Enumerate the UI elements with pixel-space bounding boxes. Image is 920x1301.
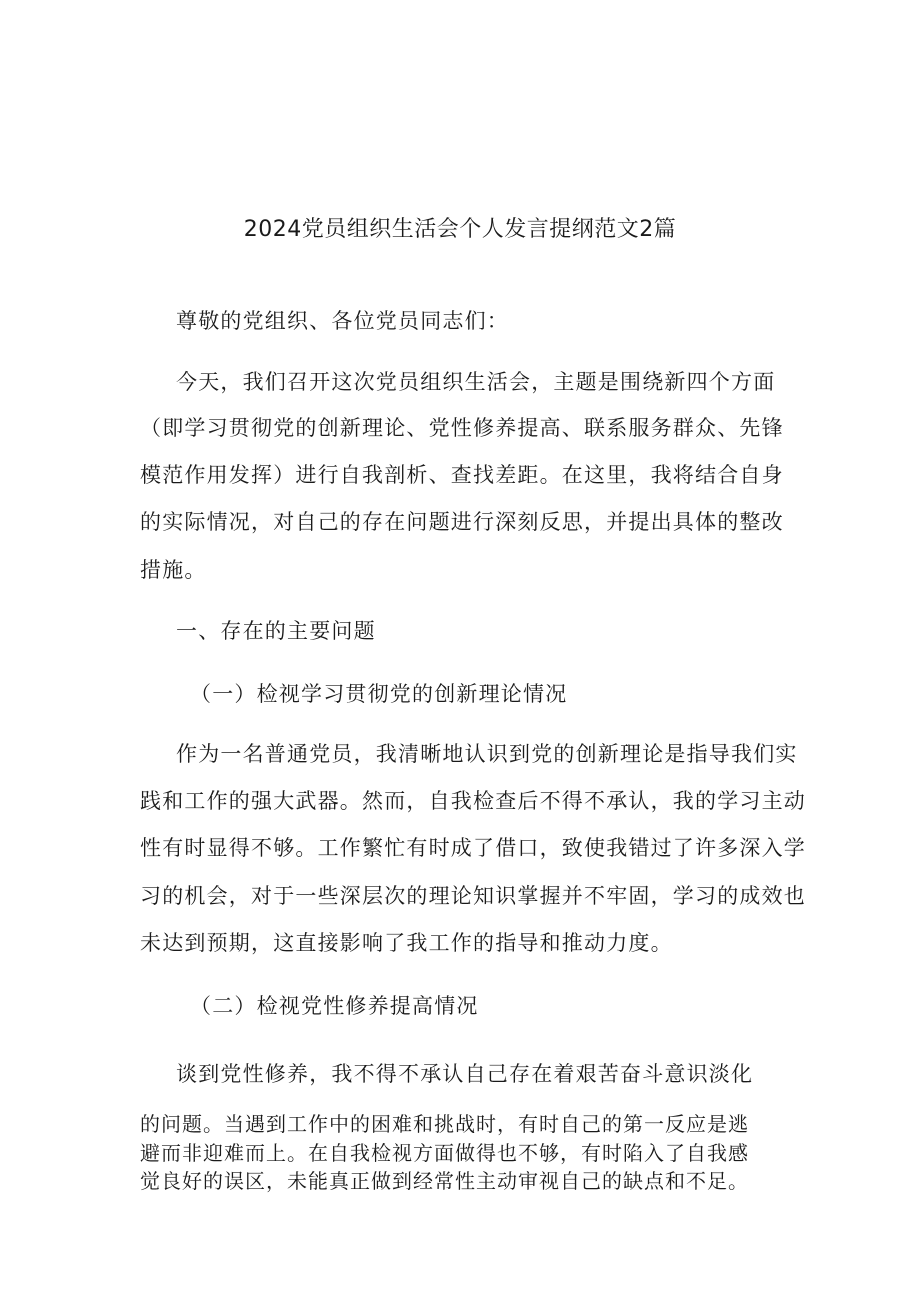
intro-line-5: 措施。 — [140, 558, 207, 582]
subsection-1-line-1: 作为一名普通党员，我清晰地认识到党的创新理论是指导我们实 — [176, 742, 798, 766]
subsection-2-line-2: 避而非迎难而上。在自我检视方面做得也不够，有时陷入了自我感 — [140, 1141, 749, 1165]
subsection-1-line-5: 未达到预期，这直接影响了我工作的指导和推动力度。 — [140, 931, 673, 955]
section-1-heading: 一、存在的主要问题 — [176, 619, 376, 643]
subsection-1-heading: （一）检视学习贯彻党的创新理论情况 — [190, 682, 568, 706]
subsection-2-line-3: 觉良好的误区，未能真正做到经常性主动审视自己的缺点和不足。 — [140, 1169, 749, 1193]
subsection-1-line-2: 践和工作的强大武器。然而，自我检查后不得不承认，我的学习主动 — [140, 789, 806, 813]
intro-line-3: 模范作用发挥）进行自我剖析、查找差距。在这里，我将结合自身 — [140, 463, 784, 487]
subsection-1-line-4: 习的机会，对于一些深层次的理论知识掌握并不牢固，学习的成效也 — [140, 884, 806, 908]
subsection-2-heading: （二）检视党性修养提高情况 — [190, 994, 479, 1018]
intro-line-2: （即学习贯彻党的创新理论、党性修养提高、联系服务群众、先锋 — [140, 416, 784, 440]
intro-line-1: 今天，我们召开这次党员组织生活会，主题是围绕新四个方面 — [176, 370, 776, 394]
subsection-2-line-1: 的问题。当遇到工作中的困难和挑战时，有时自己的第一反应是逃 — [140, 1112, 749, 1136]
salutation: 尊敬的党组织、各位党员同志们： — [176, 309, 509, 333]
document-title: 2024党员组织生活会个人发言提纲范文2篇 — [243, 217, 677, 242]
intro-line-4: 的实际情况，对自己的存在问题进行深刻反思，并提出具体的整改 — [140, 510, 784, 534]
subsection-2-first-line: 谈到党性修养，我不得不承认自己存在着艰苦奋斗意识淡化 — [176, 1062, 754, 1086]
subsection-1-line-3: 性有时显得不够。工作繁忙有时成了借口，致使我错过了许多深入学 — [140, 836, 806, 860]
